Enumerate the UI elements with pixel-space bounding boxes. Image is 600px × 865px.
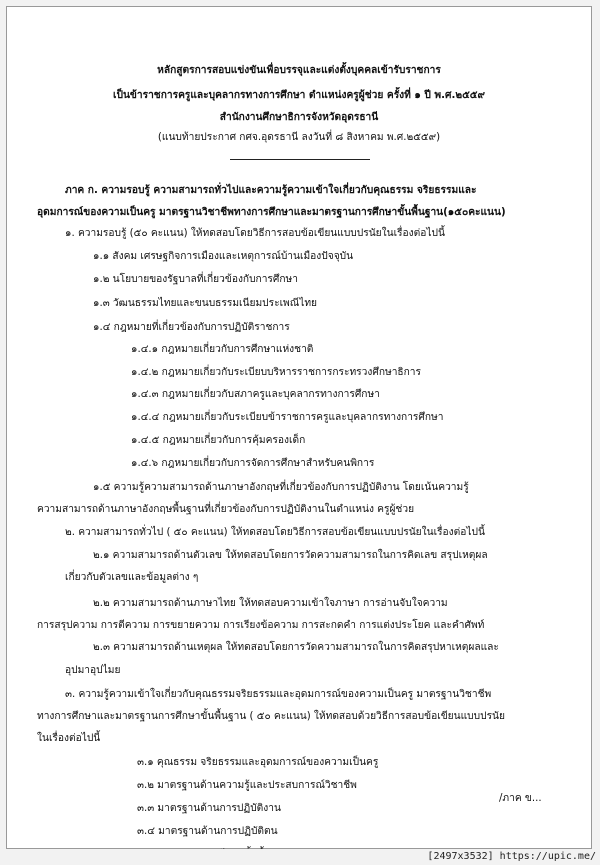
continuation-note: /ภาค ข... [499,793,542,804]
title-line-4: (แนบท้ายประกาศ กศจ.อุดรธานี ลงวันที่ ๘ สิงหาคม พ.ศ.๒๕๕๙) [157,132,441,143]
section-3-line-3: ในเรื่องต่อไปนี้ [37,733,101,744]
header-divider [230,159,370,160]
section-3-2: ๓.๒ มาตรฐานด้านความรู้และประสบการณ์วิชาชีพ [137,780,357,791]
document-page [6,6,592,849]
upload-stamp: [2497x3532] https://upic.me/ [427,851,596,862]
section-1: ๑. ความรอบรู้ (๕๐ คะแนน) ให้ทดสอบโดยวิธีการสอบข้อเขียนแบบปรนัยในเรื่องต่อไปนี้ [65,228,445,239]
section-1-4-4: ๑.๔.๔ กฎหมายเกี่ยวกับระเบียบข้าราชการครูและบุคลากรทางการศึกษา [131,412,444,423]
section-2: ๒. ความสามารถทั่วไป ( ๕๐ คะแนน) ให้ทดสอบโดยวิธีการสอบข้อเขียนแบบปรนัยในเรื่องต่อไปนี้ [65,527,485,538]
section-3-line-1: ๓. ความรู้ความเข้าใจเกี่ยวกับคุณธรรมจริยธรรมและอุดมการณ์ของความเป็นครู มาตรฐานวิชาชีพ [65,689,492,700]
section-1-4-3: ๑.๔.๓ กฎหมายเกี่ยวกับสภาครูและบุคลากรทางการศึกษา [131,389,380,400]
section-3-4: ๓.๔ มาตรฐานด้านการปฏิบัติตน [137,826,278,837]
part-title-line-1: ภาค ก. ความรอบรู้ ความสามารถทั่วไปและความรู้ความเข้าใจเกี่ยวกับคุณธรรม จริยธรรมและ [65,185,477,196]
section-1-3: ๑.๓ วัฒนธรรมไทยและขนบธรรมเนียมประเพณีไทย [93,298,318,309]
section-1-4: ๑.๔ กฎหมายที่เกี่ยวข้องกับการปฏิบัติราชการ [93,322,290,333]
title-line-2: เป็นข้าราชการครูและบุคลากรทางการศึกษา ตำแหน่งครูผู้ช่วย ครั้งที่ ๑ ปี พ.ศ.๒๕๕๙ [113,90,485,101]
section-1-1: ๑.๑ สังคม เศรษฐกิจการเมืองและเหตุการณ์บ้านเมืองปัจจุบัน [93,251,354,262]
title-line-3: สำนักงานศึกษาธิการจังหวัดอุดรธานี [219,112,379,123]
section-1-5-line-2: ความสามารถด้านภาษาอังกฤษพื้นฐานที่เกี่ยวข้องกับการปฏิบัติงานในตำแหน่ง ครูผู้ช่วย [37,504,415,515]
section-2-1-line-1: ๒.๑ ความสามารถด้านตัวเลข ให้ทดสอบโดยการวัดความสามารถในการคิดเลข สรุปเหตุผล [93,550,488,561]
section-3-1: ๓.๑ คุณธรรม จริยธรรมและอุดมการณ์ของความเป็นครู [137,757,379,768]
title-line-1: หลักสูตรการสอบแข่งขันเพื่อบรรจุและแต่งตั้งบุคคลเข้ารับราชการ [157,65,441,76]
section-3-3: ๓.๓ มาตรฐานด้านการปฏิบัติงาน [137,803,281,814]
section-1-2: ๑.๒ นโยบายของรัฐบาลที่เกี่ยวข้องกับการศึกษา [93,274,298,285]
section-2-2-line-1: ๒.๒ ความสามารถด้านภาษาไทย ให้ทดสอบความเข้าใจภาษา การอ่านจับใจความ [93,598,448,609]
section-1-4-1: ๑.๔.๑ กฎหมายเกี่ยวกับการศึกษาแห่งชาติ [131,344,314,355]
section-1-4-5: ๑.๔.๕ กฎหมายเกี่ยวกับการคุ้มครองเด็ก [131,435,306,446]
section-2-3-line-2: อุปมาอุปไมย [65,665,121,676]
section-2-3-line-1: ๒.๓ ความสามารถด้านเหตุผล ให้ทดสอบโดยการวัดความสามารถในการคิดสรุปหาเหตุผลและ [93,642,499,653]
section-1-4-6: ๑.๔.๖ กฎหมายเกี่ยวกับการจัดการศึกษาสำหรับคนพิการ [131,458,375,469]
section-1-4-2: ๑.๔.๒ กฎหมายเกี่ยวกับระเบียบบริหารราชการกระทรวงศึกษาธิการ [131,367,421,378]
section-3-line-2: ทางการศึกษาและมาตรฐานการศึกษาขั้นพื้นฐาน ( ๕๐ คะแนน) ให้ทดสอบด้วยวิธีการสอบข้อเขียนแบบปรนัย [37,711,505,722]
image-footer-bar [0,849,600,865]
section-2-2-line-2: การสรุปความ การตีความ การขยายความ การเรียงข้อความ การสะกดคำ การแต่งประโยค และคำศัพท์ [37,620,485,631]
part-title-line-2: อุดมการณ์ของความเป็นครู มาตรฐานวิชาชีพทางการศึกษาและมาตรฐานการศึกษาขั้นพื้นฐาน(๑๕๐คะแนน) [37,207,506,218]
section-2-1-line-2: เกี่ยวกับตัวเลขและข้อมูลต่าง ๆ [65,572,199,583]
section-1-5-line-1: ๑.๕ ความรู้ความสามารถด้านภาษาอังกฤษที่เกี่ยวข้องกับการปฏิบัติงาน โดยเน้นความรู้ [93,482,469,493]
